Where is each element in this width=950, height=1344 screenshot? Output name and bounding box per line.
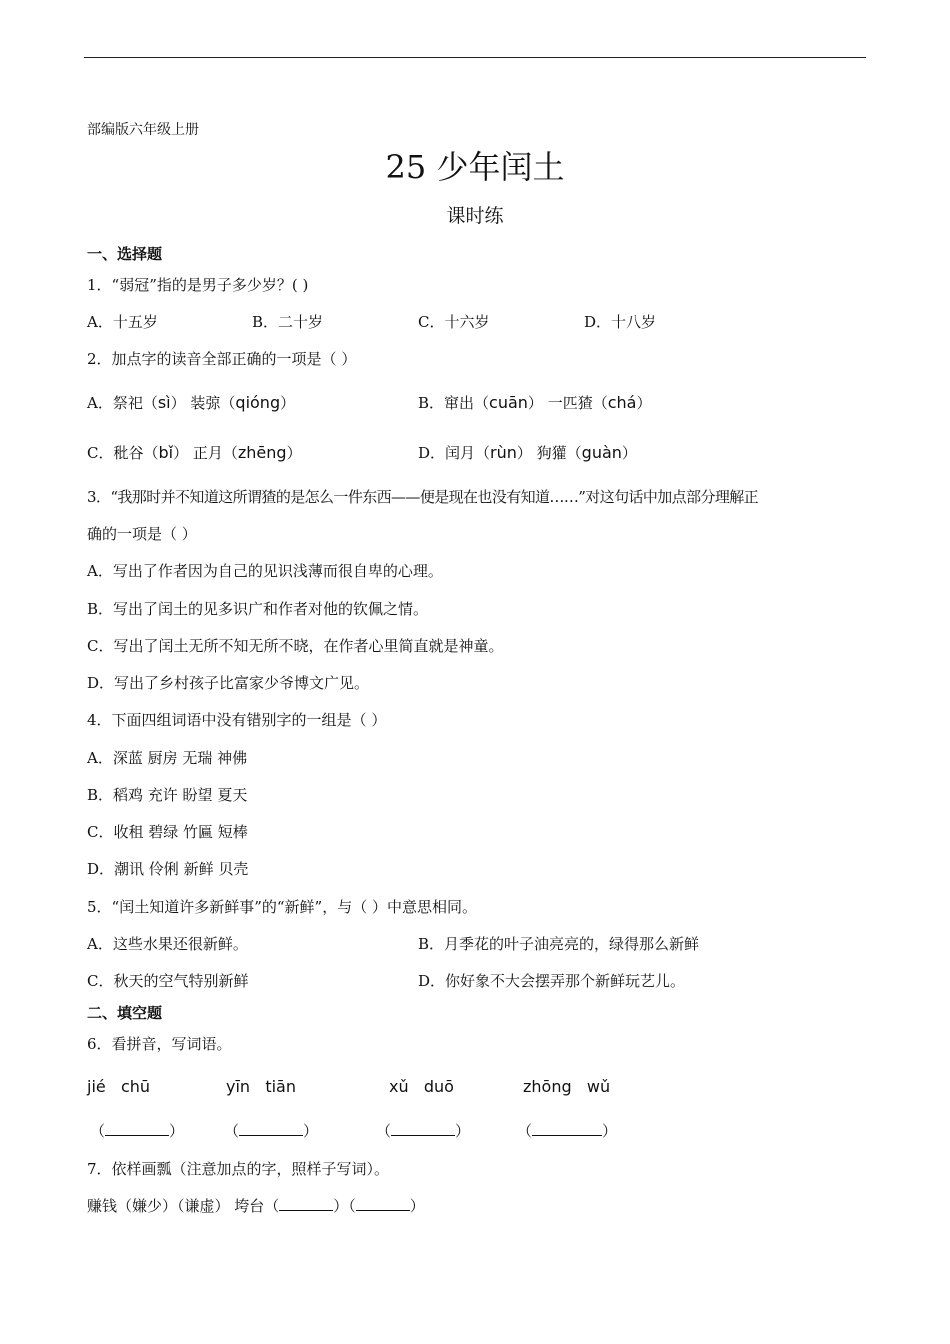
- q2-option-b: [418, 392, 651, 413]
- q2-option-a: [87, 392, 295, 413]
- q7-example: 赚钱（嫌少）（谦虚） 垮台（: [87, 1197, 280, 1215]
- q4-option-b: B．稻鸡 充许 盼望 夏天: [87, 786, 248, 804]
- q5-option-a: A．这些水果还很新鲜。: [87, 935, 248, 953]
- q4-option-a: A．深蓝 厨房 无瑞 神佛: [87, 749, 248, 767]
- q6-pinyin-1: jié chū: [87, 1077, 151, 1096]
- q7-example-line: [87, 1195, 425, 1216]
- q5-option-c: C．秋天的空气特别新鲜: [87, 972, 249, 990]
- q2-b-label: B．窜出（: [418, 394, 490, 412]
- q3-option-d: D．写出了乡村孩子比富家少爷博文广见。: [87, 674, 370, 692]
- q2-b-pinyin-2: chá: [607, 393, 637, 412]
- question-5-stem: 5．“闰土知道许多新鲜事”的“新鲜”，与（ ）中意思相同。: [87, 898, 477, 916]
- q7-answer-blank-2[interactable]: [356, 1196, 410, 1211]
- q2-b-mid: ） 一匹猹（: [527, 394, 608, 412]
- series-label: 部编版六年级上册: [87, 122, 199, 138]
- page-title: 25 少年闰土: [385, 148, 565, 186]
- question-6-stem: 6．看拼音，写词语。: [87, 1035, 232, 1053]
- q2-d-pinyin-2: guàn: [581, 443, 622, 462]
- q4-option-d: D．潮讯 伶俐 新鲜 贝壳: [87, 860, 249, 878]
- q6-pinyin-3: xǔ duō: [389, 1077, 454, 1096]
- q3-option-a: A．写出了作者因为自己的见识浅薄而很自卑的心理。: [87, 562, 443, 580]
- header-rule: [84, 57, 866, 58]
- q5-option-b: B．月季花的叶子油亮亮的，绿得那么新鲜: [418, 935, 700, 953]
- q7-end: ）: [409, 1197, 425, 1215]
- q2-a-end: ）: [280, 394, 296, 412]
- question-3-stem-line-2: 确的一项是（ ）: [87, 525, 197, 543]
- q3-option-c: C．写出了闰土无所不知无所不晓，在作者心里简直就是神童。: [87, 637, 504, 655]
- q7-mid: ）（: [333, 1197, 356, 1215]
- q2-option-c: [87, 442, 302, 463]
- question-1-stem: 1．“弱冠”指的是男子多少岁？( ): [87, 276, 309, 294]
- q2-c-pinyin-1: bǐ: [158, 443, 174, 462]
- question-2-stem: 2．加点字的读音全部正确的一项是（ ）: [87, 350, 357, 368]
- q1-option-b: B．二十岁: [252, 313, 324, 331]
- q3-option-b: B．写出了闰土的见多识广和作者对他的钦佩之情。: [87, 600, 429, 618]
- q6-answer-blank-1[interactable]: （ ）: [90, 1122, 185, 1140]
- question-4-stem: 4．下面四组词语中没有错别字的一组是（ ）: [87, 711, 387, 729]
- q5-option-d: D．你好象不大会摆弄那个新鲜玩艺儿。: [418, 972, 686, 990]
- q6-answer-blank-2[interactable]: （ ）: [224, 1122, 319, 1140]
- q2-c-pinyin-2: zhēng: [237, 443, 287, 462]
- q2-a-pinyin-2: qióng: [235, 393, 281, 412]
- q6-answer-blank-3[interactable]: （ ）: [376, 1122, 471, 1140]
- q2-a-pinyin-1: sì: [157, 393, 171, 412]
- page-subtitle: 课时练: [446, 205, 504, 227]
- q6-pinyin-4: zhōng wǔ: [523, 1077, 611, 1096]
- q2-b-end: ）: [636, 394, 652, 412]
- q2-a-mid: ） 装弶（: [170, 394, 236, 412]
- q1-option-c: C．十六岁: [418, 313, 490, 331]
- q2-b-pinyin-1: cuān: [489, 393, 528, 412]
- q2-d-label: D．闰月（: [418, 444, 491, 462]
- q2-a-label: A．祭祀（: [87, 394, 158, 412]
- section-heading-fill: 二、填空题: [87, 1004, 163, 1022]
- q2-d-mid: ） 狗獾（: [516, 444, 582, 462]
- q1-option-d: D．十八岁: [584, 313, 657, 331]
- section-heading-choice: 一、选择题: [87, 245, 163, 263]
- q4-option-c: C．收租 碧绿 竹匾 短棒: [87, 823, 248, 841]
- q2-c-label: C．秕谷（: [87, 444, 159, 462]
- q6-pinyin-2: yīn tiān: [226, 1077, 296, 1096]
- q2-c-end: ）: [286, 444, 302, 462]
- question-7-stem: 7．依样画瓢（注意加点的字，照样子写词）。: [87, 1160, 390, 1178]
- q6-answer-blank-4[interactable]: （ ）: [517, 1122, 618, 1140]
- q2-d-end: ）: [621, 444, 637, 462]
- q2-c-mid: ） 正月（: [173, 444, 238, 462]
- q2-d-pinyin-1: rùn: [490, 443, 517, 462]
- question-3-stem-line-1: 3．“我那时并不知道这所谓猹的是怎么一件东西——便是现在也没有知道……”对这句话中加点部分理解正: [87, 488, 759, 506]
- q2-option-d: [418, 442, 637, 463]
- q7-answer-blank-1[interactable]: [279, 1196, 333, 1211]
- q1-option-a: A．十五岁: [87, 313, 158, 331]
